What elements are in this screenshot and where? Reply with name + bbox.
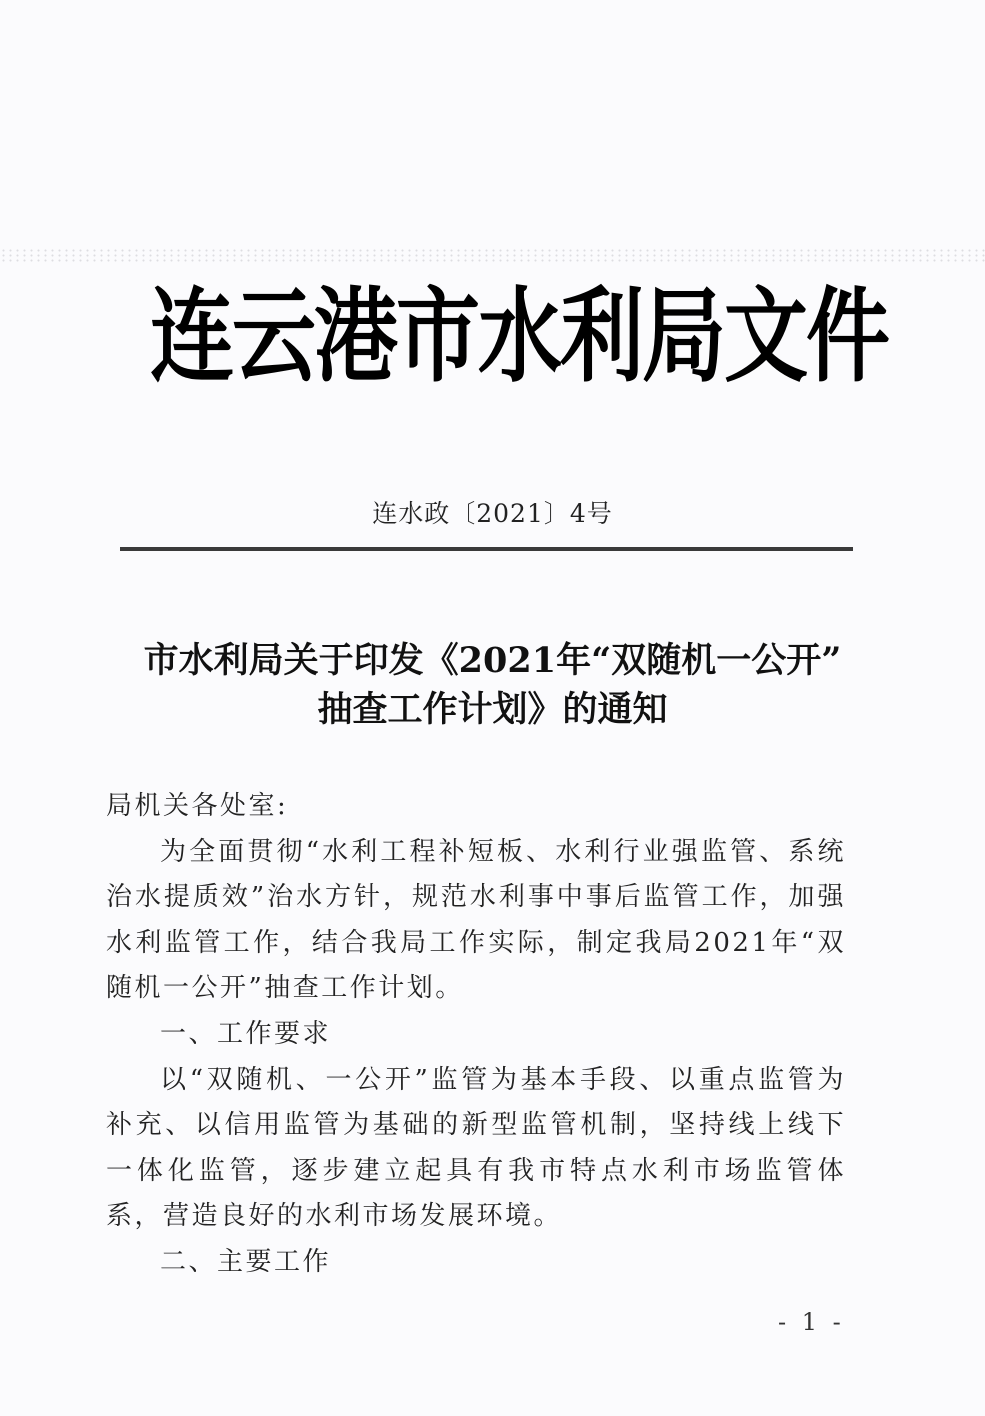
notice-title-line-2: 抽查工作计划》的通知 <box>317 689 668 730</box>
page-number: - 1 - <box>778 1308 845 1336</box>
section-heading-main-work: 二、主要工作 <box>160 1246 332 1277</box>
header-divider-line <box>120 547 853 551</box>
body-paragraph-intro: 为全面贯彻“水利工程补短板、水利行业强监管、系统治水提质效”治水方针，规范水利事中事后监管工作，加强水利监管工作，结合我局工作实际，制定我局2021年“双随机一公开”抽查工作计划。 <box>106 836 846 1004</box>
notice-title-line-1: 市水利局关于印发《2021年“双随机一公开” <box>143 640 842 681</box>
notice-title <box>0 636 985 734</box>
document-number: 连水政〔2021〕4号 <box>372 499 613 528</box>
salutation: 局机关各处室: <box>106 791 289 821</box>
notice-body <box>106 784 846 1286</box>
body-paragraph-requirements: 以“双随机、一公开”监管为基本手段、以重点监管为补充、以信用监管为基础的新型监管机制，坚持线上线下一体化监管，逐步建立起具有我市特点水利市场监管体系，营造良好的水利市场发展环境。 <box>106 1064 846 1232</box>
issuing-authority-title: 连云港市水利局文件 <box>150 276 889 396</box>
section-heading-work-requirements: 一、工作要求 <box>160 1018 332 1049</box>
